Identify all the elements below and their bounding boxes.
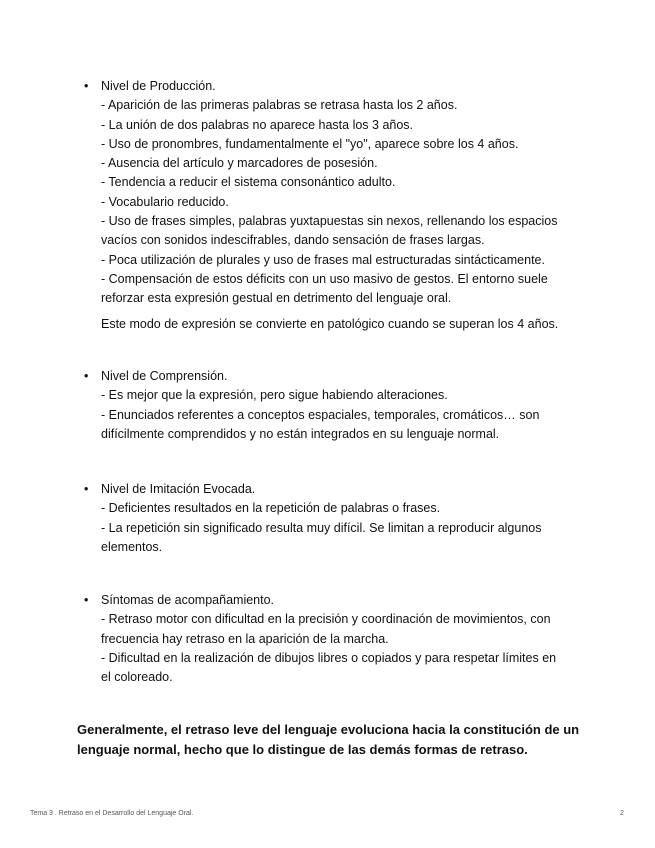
footer-title: Tema 3 . Retraso en el Desarrollo del Lenguaje Oral. xyxy=(30,810,194,817)
bullet-icon: • xyxy=(84,369,89,383)
list-item: elementos. xyxy=(101,539,163,554)
list-item: vacíos con sonidos indescifrables, dando sensación de frases largas. xyxy=(101,233,485,248)
list-item: - Enunciados referentes a conceptos espaciales, temporales, cromáticos… son xyxy=(101,407,540,422)
list-item: - Ausencia del artículo y marcadores de posesión. xyxy=(101,156,378,171)
list-item: - Uso de frases simples, palabras yuxtapuestas sin nexos, rellenando los espacios xyxy=(101,214,558,229)
list-item: - La unión de dos palabras no aparece hasta los 3 años. xyxy=(101,117,414,132)
conclusion-paragraph: Generalmente, el retraso leve del lenguaje evoluciona hacia la constitución de un lenguaje normal, hecho que lo distingue de las demás formas de retraso. xyxy=(77,722,580,757)
list-item: el coloreado. xyxy=(101,670,173,685)
section-title: Síntomas de acompañamiento. xyxy=(101,593,275,607)
list-item: frecuencia hay retraso en la aparición de la marcha. xyxy=(101,631,389,646)
section-title: Nivel de Imitación Evocada. xyxy=(101,482,256,496)
list-item: - Dificultad en la realización de dibujos libres o copiados y para respetar límites en xyxy=(101,650,557,665)
list-item: - Deficientes resultados en la repetición de palabras o frases. xyxy=(101,501,441,516)
bullet-icon: • xyxy=(84,593,89,607)
section-comprension xyxy=(84,367,584,444)
section-produccion xyxy=(84,77,584,334)
list-item: - Vocabulario reducido. xyxy=(101,194,229,209)
page-number: 2 xyxy=(620,810,624,817)
list-item: reforzar esta expresión gestual en detrimento del lenguaje oral. xyxy=(101,291,452,306)
section-title: Nivel de Comprensión. xyxy=(101,369,228,383)
section-imitacion xyxy=(84,480,584,557)
list-item: - Aparición de las primeras palabras se retrasa hasta los 2 años. xyxy=(101,98,458,113)
list-item: - Poca utilización de plurales y uso de frases mal estructuradas sintácticamente. xyxy=(101,252,545,267)
section-note: Este modo de expresión se convierte en patológico cuando se superan los 4 años. xyxy=(101,316,559,331)
list-item: - La repetición sin significado resulta muy difícil. Se limitan a reproducir algunos xyxy=(101,520,542,535)
section-title: Nivel de Producción. xyxy=(101,79,216,93)
list-item: - Retraso motor con dificultad en la precisión y coordinación de movimientos, con xyxy=(101,612,551,627)
list-item: - Tendencia a reducir el sistema consonántico adulto. xyxy=(101,175,396,190)
list-item: - Compensación de estos déficits con un uso masivo de gestos. El entorno suele xyxy=(101,271,548,286)
bullet-icon: • xyxy=(84,482,89,496)
list-item: difícilmente comprendidos y no están integrados en su lenguaje normal. xyxy=(101,426,500,441)
list-item: - Es mejor que la expresión, pero sigue habiendo alteraciones. xyxy=(101,388,448,403)
section-sintomas xyxy=(84,591,584,687)
bullet-icon: • xyxy=(84,79,89,93)
list-item: - Uso de pronombres, fundamentalmente el "yo", aparece sobre los 4 años. xyxy=(101,136,519,151)
